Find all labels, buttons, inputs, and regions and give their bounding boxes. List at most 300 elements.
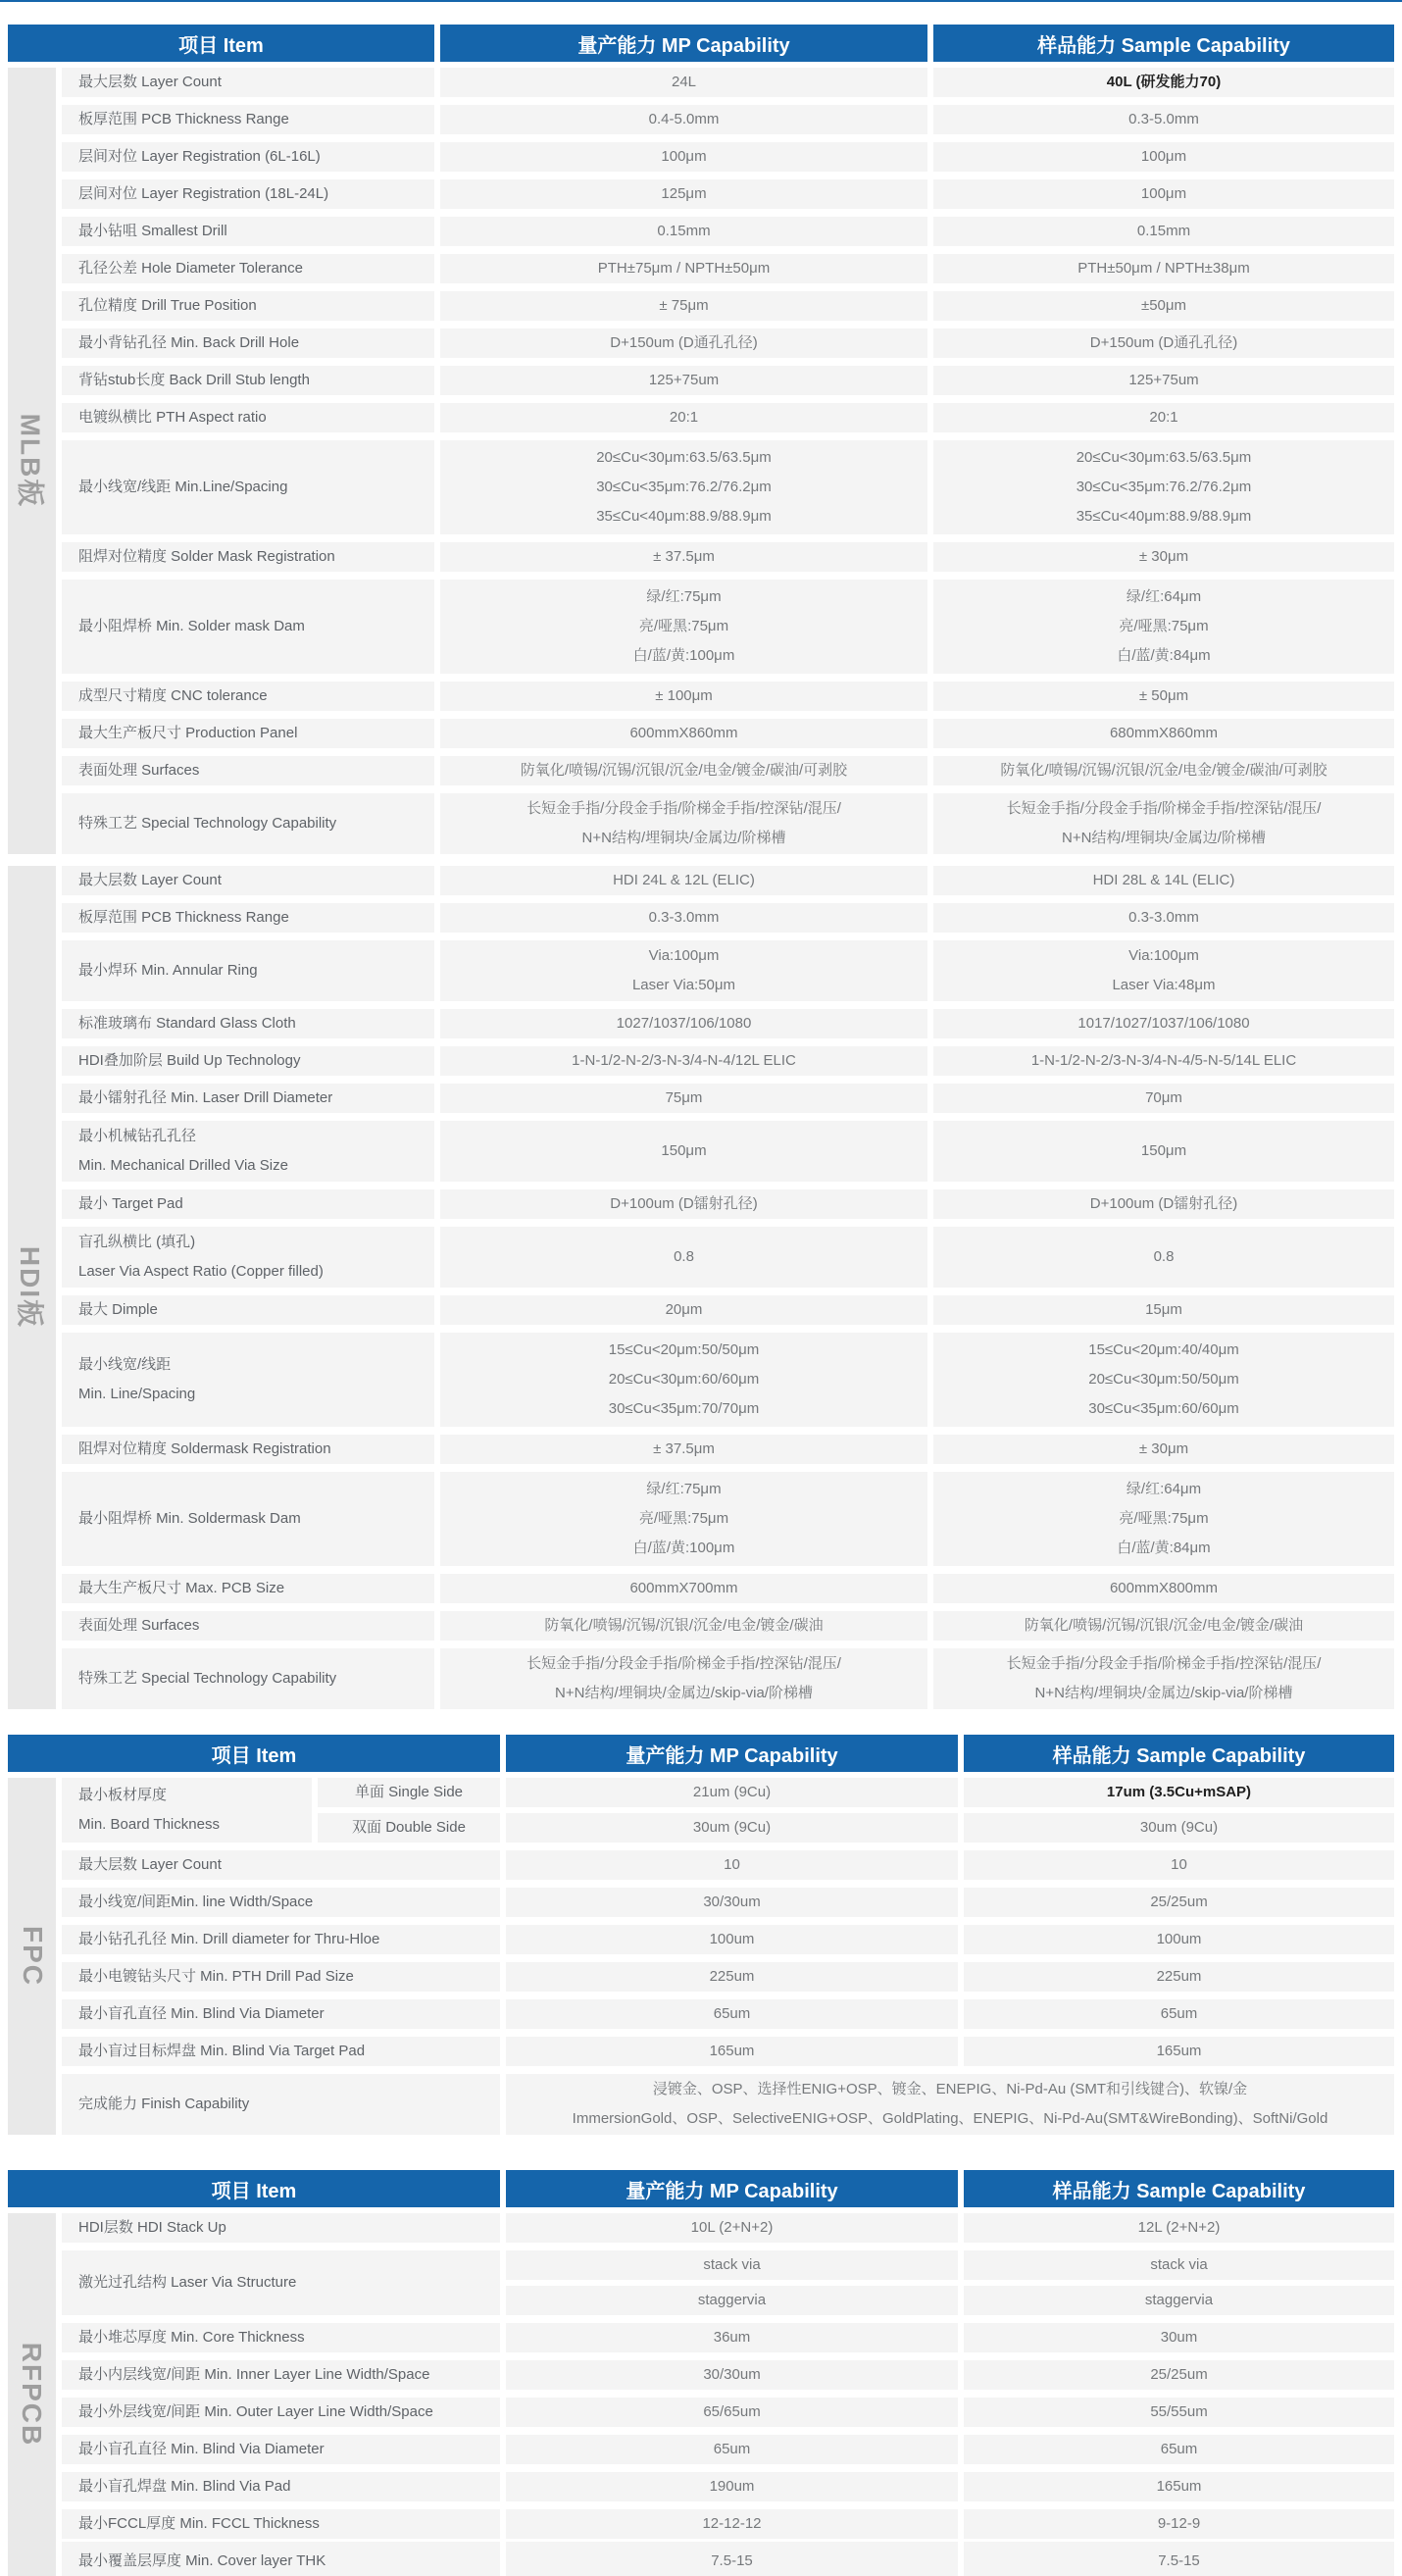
sample-value-cell xyxy=(964,2286,1394,2315)
table-row xyxy=(62,1574,1394,1603)
cell-text: 盲孔纵横比 (填孔) xyxy=(78,1234,196,1250)
cell-text: 最小焊环 Min. Annular Ring xyxy=(78,962,258,979)
cell-text: 165um xyxy=(1156,2478,1202,2495)
row-item-cell xyxy=(62,2398,500,2427)
row-item-cell xyxy=(62,2074,500,2135)
cell-text: 0.15mm xyxy=(1136,223,1191,239)
cell-text: Via:100μm xyxy=(648,947,720,964)
sample-value-cell xyxy=(933,682,1394,711)
cell-text: 15μm xyxy=(1145,1301,1182,1318)
section-mlb xyxy=(8,68,1394,854)
row-item-cell xyxy=(62,682,434,711)
cell-text: 125+75um xyxy=(1128,372,1199,388)
row-item-cell xyxy=(62,1435,434,1464)
mp-value-cell xyxy=(440,217,927,246)
sample-value-cell xyxy=(964,2323,1394,2352)
cell-text: 最小覆盖层厚度 Min. Cover layer THK xyxy=(78,2552,326,2569)
cell-text: 165um xyxy=(1156,2043,1202,2059)
cell-text: 长短金手指/分段金手指/阶梯金手指/控深钻/混压/ xyxy=(526,1655,841,1672)
cell-text: N+N结构/埋铜块/金属边/阶梯槽 xyxy=(1062,830,1266,846)
sample-value-cell xyxy=(964,2435,1394,2464)
mp-value-cell xyxy=(506,2472,958,2501)
mp-value-cell xyxy=(440,68,927,97)
cell-text: 防氧化/喷锡/沉锡/沉银/沉金/电金/镀金/碳油 xyxy=(1024,1617,1304,1634)
table-row xyxy=(62,793,1394,854)
cell-text: 36um xyxy=(713,2329,751,2346)
table-row xyxy=(62,1888,1394,1917)
cell-text: 100μm xyxy=(661,148,707,165)
cell-text: 浸镀金、OSP、选择性ENIG+OSP、镀金、ENEPIG、Ni-Pd-Au (SMT和引线键合)、软镍/金 xyxy=(652,2081,1248,2097)
cell-text: 30≤Cu<35μm:60/60μm xyxy=(1088,1400,1239,1417)
table-row xyxy=(62,1046,1394,1076)
cell-text: 最大 Dimple xyxy=(78,1301,158,1318)
mp-value-cell xyxy=(506,2547,958,2576)
cell-text: 亮/哑黑:75μm xyxy=(1119,1510,1209,1527)
cell-text: 最大生产板尺寸 Production Panel xyxy=(78,725,298,741)
column-header-mp: 量产能力 MP Capability xyxy=(440,25,927,62)
row-item-cell xyxy=(62,1189,434,1219)
row-item-cell xyxy=(62,1472,434,1566)
cell-text: 20≤Cu<30μm:63.5/63.5μm xyxy=(1076,449,1252,466)
cell-text: 层间对位 Layer Registration (6L-16L) xyxy=(78,148,321,165)
sample-value-cell xyxy=(933,1574,1394,1603)
table-row xyxy=(62,1648,1394,1709)
cell-text: 30≤Cu<35μm:76.2/76.2μm xyxy=(596,479,772,495)
cell-text: 20μm xyxy=(665,1301,703,1318)
cell-text: 30um xyxy=(1160,2329,1198,2346)
row-item-cell xyxy=(62,1962,500,1992)
mp-value-cell xyxy=(506,1888,958,1917)
table-row xyxy=(62,580,1394,674)
sample-value-cell xyxy=(964,1925,1394,1954)
table-fpc xyxy=(8,1735,1394,2135)
cell-text: 17um (3.5Cu+mSAP) xyxy=(1106,1784,1252,1800)
merged-value-cell xyxy=(506,2074,1394,2135)
sample-value-cell xyxy=(933,1472,1394,1566)
section-rfpcb xyxy=(8,2213,1394,2576)
table-row xyxy=(62,1962,1394,1992)
sample-value-cell xyxy=(933,105,1394,134)
table-row xyxy=(62,1227,1394,1288)
row-item-cell xyxy=(62,1574,434,1603)
cell-text: 白/蓝/黄:100μm xyxy=(632,647,735,664)
cell-text: ± 100μm xyxy=(655,687,713,704)
sample-value-cell xyxy=(933,142,1394,172)
cell-text: staggervia xyxy=(697,2292,767,2308)
cell-text: 75μm xyxy=(665,1089,703,1106)
row-item-cell xyxy=(62,2250,500,2315)
cell-text: 30um (9Cu) xyxy=(1139,1819,1219,1836)
cell-text: 30um (9Cu) xyxy=(692,1819,772,1836)
cell-text: 65um xyxy=(713,2005,751,2022)
sample-value-cell xyxy=(933,1295,1394,1325)
mp-value-cell xyxy=(440,866,927,895)
row-item-cell xyxy=(62,866,434,895)
cell-text: 0.8 xyxy=(674,1248,694,1265)
section-rows xyxy=(62,2213,1394,2576)
cell-text: 最小背钻孔径 Min. Back Drill Hole xyxy=(78,334,300,351)
row-item-cell xyxy=(62,2037,500,2066)
top-accent-line xyxy=(0,0,1402,2)
mp-value-cell xyxy=(506,2435,958,2464)
cell-text: 7.5-15 xyxy=(711,2552,753,2569)
sample-value-cell xyxy=(933,366,1394,395)
cell-text: 125μm xyxy=(661,185,707,202)
cell-text: Laser Via Aspect Ratio (Copper filled) xyxy=(78,1263,324,1280)
row-item-cell xyxy=(62,1046,434,1076)
cell-text: N+N结构/埋铜块/金属边/阶梯槽 xyxy=(581,830,786,846)
table-row xyxy=(62,2250,1394,2315)
mp-value-cell xyxy=(506,2398,958,2427)
cell-text: 最大层数 Layer Count xyxy=(78,872,222,888)
cell-text: Laser Via:48μm xyxy=(1112,977,1216,993)
cell-text: 24L xyxy=(671,74,697,90)
cell-text: 最小板材厚度 xyxy=(78,1787,168,1803)
cell-text: 40L (研发能力70) xyxy=(1106,74,1222,90)
cell-text: 层间对位 Layer Registration (18L-24L) xyxy=(78,185,329,202)
mp-value-cell xyxy=(440,1648,927,1709)
mp-value-cell xyxy=(506,2286,958,2315)
mp-value-cell xyxy=(440,142,927,172)
sample-value-cell xyxy=(933,179,1394,209)
table-row xyxy=(62,1435,1394,1464)
sample-value-cell xyxy=(964,1999,1394,2029)
cell-text: 最小镭射孔径 Min. Laser Drill Diameter xyxy=(78,1089,333,1106)
cell-text: 长短金手指/分段金手指/阶梯金手指/控深钻/混压/ xyxy=(526,800,841,817)
mp-value-cell xyxy=(440,105,927,134)
table-row xyxy=(62,328,1394,358)
cell-text: 最小FCCL厚度 Min. FCCL Thickness xyxy=(78,2515,320,2532)
mp-value-cell xyxy=(506,2509,958,2539)
table-row xyxy=(62,105,1394,134)
table-row xyxy=(62,940,1394,1001)
table-row xyxy=(62,1295,1394,1325)
cell-text: stack via xyxy=(1150,2256,1208,2273)
cell-text: 最小外层线宽/间距 Min. Outer Layer Line Width/Space xyxy=(78,2403,433,2420)
sample-value-cell xyxy=(933,1046,1394,1076)
column-header-item: 项目 Item xyxy=(8,1735,500,1772)
cell-text: D+100um (D镭射孔径) xyxy=(610,1195,758,1212)
row-item-cell xyxy=(62,1333,434,1427)
table-row xyxy=(62,2323,1394,2352)
table-row xyxy=(62,403,1394,432)
cell-text: 单面 Single Side xyxy=(354,1784,464,1800)
sample-value-cell xyxy=(933,866,1394,895)
sample-value-cell xyxy=(964,2472,1394,2501)
cell-text: 55/55um xyxy=(1150,2403,1208,2420)
table-row xyxy=(62,719,1394,748)
mp-value-cell xyxy=(506,1778,958,1807)
cell-text: D+100um (D镭射孔径) xyxy=(1089,1195,1238,1212)
sample-value-cell xyxy=(964,2547,1394,2576)
cell-text: 20:1 xyxy=(1149,409,1178,426)
section-sidebar xyxy=(8,2213,56,2576)
cell-text: 25/25um xyxy=(1150,2366,1208,2383)
cell-text: 最小钻孔孔径 Min. Drill diameter for Thru-Hloe xyxy=(78,1931,380,1947)
sample-value-cell xyxy=(933,903,1394,933)
sample-value-cell xyxy=(933,1189,1394,1219)
sample-value-cell xyxy=(933,580,1394,674)
cell-text: Via:100μm xyxy=(1128,947,1199,964)
cell-text: 最小钻咀 Smallest Drill xyxy=(78,223,227,239)
cell-text: 双面 Double Side xyxy=(352,1819,466,1836)
table-rfpcb xyxy=(8,2170,1394,2576)
cell-text: ImmersionGold、OSP、SelectiveENIG+OSP、GoldPlating、ENEPIG、Ni-Pd-Au(SMT&WireBonding)、SoftNi/Gold xyxy=(572,2110,1328,2127)
sample-value-cell xyxy=(964,1778,1394,1807)
cell-text: 0.15mm xyxy=(657,223,711,239)
table-row xyxy=(62,1009,1394,1038)
cell-text: 35≤Cu<40μm:88.9/88.9μm xyxy=(596,508,772,525)
table-row xyxy=(62,2213,1394,2243)
table-row xyxy=(62,1333,1394,1427)
sample-value-cell xyxy=(933,756,1394,785)
row-item-cell xyxy=(62,1999,500,2029)
section-sidebar-label: RFPCB xyxy=(17,2342,48,2448)
cell-text: 绿/红:75μm xyxy=(646,1481,722,1497)
cell-text: 65um xyxy=(1160,2005,1198,2022)
row-item-cell xyxy=(62,142,434,172)
cell-text: 最小机械钻孔孔径 xyxy=(78,1128,197,1144)
column-header-mp: 量产能力 MP Capability xyxy=(506,2170,958,2207)
sample-value-cell xyxy=(933,719,1394,748)
row-item-cell xyxy=(62,719,434,748)
cell-text: 20≤Cu<30μm:63.5/63.5μm xyxy=(596,449,772,466)
cutoff-mp-cell xyxy=(506,2542,958,2548)
mp-value-cell xyxy=(440,440,927,534)
mp-value-cell xyxy=(506,1999,958,2029)
mp-value-cell xyxy=(440,1435,927,1464)
cell-text: 最小电镀钻头尺寸 Min. PTH Drill Pad Size xyxy=(78,1968,354,1985)
mp-value-cell xyxy=(440,580,927,674)
table-header xyxy=(8,2170,1394,2207)
sample-value-cell xyxy=(933,403,1394,432)
table-row xyxy=(62,2435,1394,2464)
table-row xyxy=(62,1189,1394,1219)
sample-value-cell xyxy=(933,793,1394,854)
cell-text: 背钻stub长度 Back Drill Stub length xyxy=(78,372,310,388)
cell-text: 65um xyxy=(713,2441,751,2457)
mp-value-cell xyxy=(440,719,927,748)
section-rows xyxy=(62,1778,1394,2135)
cell-text: 30≤Cu<35μm:70/70μm xyxy=(608,1400,760,1417)
cell-text: 绿/红:64μm xyxy=(1126,1481,1202,1497)
row-item-cell xyxy=(62,440,434,534)
row-item-cell xyxy=(62,1778,312,1843)
cell-text: 600mmX860mm xyxy=(629,725,738,741)
mp-value-cell xyxy=(506,1850,958,1880)
cell-text: 最小线宽/线距 xyxy=(78,1356,172,1373)
section-sidebar-label: FPC xyxy=(17,1926,48,1987)
table-row xyxy=(62,1850,1394,1880)
cell-text: 表面处理 Surfaces xyxy=(78,762,200,779)
table-row xyxy=(62,366,1394,395)
cell-text: ± 37.5μm xyxy=(653,1440,715,1457)
mp-value-cell xyxy=(440,1227,927,1288)
sample-value-cell xyxy=(964,2250,1394,2280)
cutoff-sample-cell xyxy=(964,2542,1394,2548)
cell-text: Min. Board Thickness xyxy=(78,1816,220,1833)
section-sidebar xyxy=(8,1778,56,2135)
cell-text: 150μm xyxy=(661,1142,707,1159)
table-row xyxy=(62,254,1394,283)
cutoff-row xyxy=(8,2542,1394,2548)
column-header-item: 项目 Item xyxy=(8,25,434,62)
mp-value-cell xyxy=(440,682,927,711)
cell-text: 0.3-5.0mm xyxy=(1128,111,1199,127)
cell-text: 特殊工艺 Special Technology Capability xyxy=(78,1670,337,1687)
cell-text: 35≤Cu<40μm:88.9/88.9μm xyxy=(1076,508,1252,525)
cell-text: 30/30um xyxy=(703,2366,761,2383)
cell-text: 表面处理 Surfaces xyxy=(78,1617,200,1634)
mp-value-cell xyxy=(506,1813,958,1843)
table-row xyxy=(62,2398,1394,2427)
mp-value-cell xyxy=(506,1925,958,1954)
row-item-cell xyxy=(62,1227,434,1288)
cell-text: ±50μm xyxy=(1140,297,1187,314)
cell-text: 完成能力 Finish Capability xyxy=(78,2096,250,2112)
cell-text: ± 30μm xyxy=(1138,1440,1189,1457)
table-row xyxy=(62,866,1394,895)
cell-text: 1-N-1/2-N-2/3-N-3/4-N-4/5-N-5/14L ELIC xyxy=(1030,1052,1297,1069)
table-row xyxy=(62,1611,1394,1641)
cell-text: 125+75um xyxy=(648,372,720,388)
sample-value-cell xyxy=(933,1121,1394,1182)
table-row xyxy=(62,2074,1394,2135)
sample-value-cell xyxy=(933,217,1394,246)
row-item-cell xyxy=(62,217,434,246)
cell-text: D+150um (D通孔孔径) xyxy=(1089,334,1238,351)
sample-value-cell xyxy=(933,328,1394,358)
row-item-cell xyxy=(62,328,434,358)
cell-text: 激光过孔结构 Laser Via Structure xyxy=(78,2274,297,2291)
table-row xyxy=(62,682,1394,711)
cell-text: HDI 24L & 12L (ELIC) xyxy=(613,872,755,888)
cell-text: 孔位精度 Drill True Position xyxy=(78,297,257,314)
cell-text: 30≤Cu<35μm:76.2/76.2μm xyxy=(1076,479,1252,495)
table-header xyxy=(8,25,1394,62)
table-row xyxy=(62,2360,1394,2390)
table-row xyxy=(62,440,1394,534)
row-item-cell xyxy=(62,1850,500,1880)
cell-text: 0.3-3.0mm xyxy=(648,909,720,926)
table-row xyxy=(62,142,1394,172)
sample-column xyxy=(964,1778,1394,1843)
sample-value-cell xyxy=(964,2213,1394,2243)
table-row xyxy=(62,2547,1394,2576)
sample-value-cell xyxy=(933,542,1394,572)
cell-text: 最大层数 Layer Count xyxy=(78,1856,222,1873)
cell-text: HDI 28L & 14L (ELIC) xyxy=(1092,872,1235,888)
cutoff-item-cell xyxy=(62,2542,500,2548)
table-row xyxy=(62,1084,1394,1113)
cell-text: 孔径公差 Hole Diameter Tolerance xyxy=(78,260,303,277)
table-row xyxy=(62,291,1394,321)
cell-text: 白/蓝/黄:100μm xyxy=(632,1540,735,1556)
table-row xyxy=(62,2509,1394,2539)
cell-text: HDI层数 HDI Stack Up xyxy=(78,2219,226,2236)
cell-text: Min. Line/Spacing xyxy=(78,1386,196,1402)
table-row xyxy=(62,2037,1394,2066)
row-item-cell xyxy=(62,903,434,933)
sample-value-cell xyxy=(933,440,1394,534)
cell-text: 板厚范围 PCB Thickness Range xyxy=(78,909,289,926)
cell-text: 最小线宽/线距 Min.Line/Spacing xyxy=(78,479,288,495)
row-item-cell xyxy=(62,1295,434,1325)
mp-value-cell xyxy=(506,2250,958,2280)
cell-text: 9-12-9 xyxy=(1157,2515,1201,2532)
cell-text: 100μm xyxy=(1140,185,1187,202)
column-header-sample: 样品能力 Sample Capability xyxy=(964,1735,1394,1772)
mp-value-cell xyxy=(440,1611,927,1641)
cell-text: 阻焊对位精度 Solder Mask Registration xyxy=(78,548,335,565)
mp-value-cell xyxy=(506,2360,958,2390)
cell-text: 10L (2+N+2) xyxy=(690,2219,774,2236)
sample-value-cell xyxy=(964,2398,1394,2427)
mp-value-cell xyxy=(440,793,927,854)
row-item-cell xyxy=(62,793,434,854)
cell-text: 最小 Target Pad xyxy=(78,1195,183,1212)
cell-text: 最小盲孔直径 Min. Blind Via Diameter xyxy=(78,2005,325,2022)
section-sidebar-label: MLB板 xyxy=(15,413,46,509)
table-row xyxy=(62,1999,1394,2029)
mp-value-cell xyxy=(440,756,927,785)
cell-text: 亮/哑黑:75μm xyxy=(1119,618,1209,634)
cell-text: N+N结构/埋铜块/金属边/skip-via/阶梯槽 xyxy=(1034,1685,1293,1701)
row-item-cell xyxy=(62,254,434,283)
sample-value-cell xyxy=(964,1888,1394,1917)
mp-value-cell xyxy=(440,1333,927,1427)
row-item-cell xyxy=(62,68,434,97)
row-item-cell xyxy=(62,2547,500,2576)
sample-value-cell xyxy=(964,1962,1394,1992)
cell-text: ± 30μm xyxy=(1138,548,1189,565)
mp-value-cell xyxy=(440,1046,927,1076)
cell-text: PTH±50μm / NPTH±38μm xyxy=(1077,260,1250,277)
mp-value-cell xyxy=(440,254,927,283)
mp-value-cell xyxy=(440,179,927,209)
mp-value-cell xyxy=(506,2037,958,2066)
cell-text: 防氧化/喷锡/沉锡/沉银/沉金/电金/镀金/碳油 xyxy=(544,1617,824,1634)
cell-text: 最小盲过目标焊盘 Min. Blind Via Target Pad xyxy=(78,2043,366,2059)
cell-text: 亮/哑黑:75μm xyxy=(638,1510,729,1527)
cell-text: Laser Via:50μm xyxy=(631,977,736,993)
sub-row-label xyxy=(318,1813,500,1843)
cell-text: 25/25um xyxy=(1150,1894,1208,1910)
sample-value-cell xyxy=(964,1850,1394,1880)
cell-text: 1017/1027/1037/106/1080 xyxy=(1077,1015,1250,1032)
cell-text: 最小堆芯厚度 Min. Core Thickness xyxy=(78,2329,305,2346)
mp-value-cell xyxy=(440,1189,927,1219)
table-row xyxy=(62,1121,1394,1182)
mp-column xyxy=(506,2250,958,2315)
cell-text: 白/蓝/黄:84μm xyxy=(1117,1540,1211,1556)
table-row xyxy=(62,756,1394,785)
mp-value-cell xyxy=(440,328,927,358)
row-item-cell xyxy=(62,2323,500,2352)
sample-value-cell xyxy=(933,1333,1394,1427)
row-item-cell xyxy=(62,366,434,395)
cell-text: N+N结构/埋铜块/金属边/skip-via/阶梯槽 xyxy=(555,1685,813,1701)
row-item-cell xyxy=(62,542,434,572)
row-item-cell xyxy=(62,1121,434,1182)
cell-text: 600mmX700mm xyxy=(629,1580,738,1596)
sub-row-label xyxy=(318,1778,500,1807)
table-row xyxy=(62,179,1394,209)
cell-text: 7.5-15 xyxy=(1158,2552,1200,2569)
sample-value-cell xyxy=(933,1648,1394,1709)
row-item-cell xyxy=(62,1888,500,1917)
cell-text: 15≤Cu<20μm:40/40μm xyxy=(1088,1341,1239,1358)
